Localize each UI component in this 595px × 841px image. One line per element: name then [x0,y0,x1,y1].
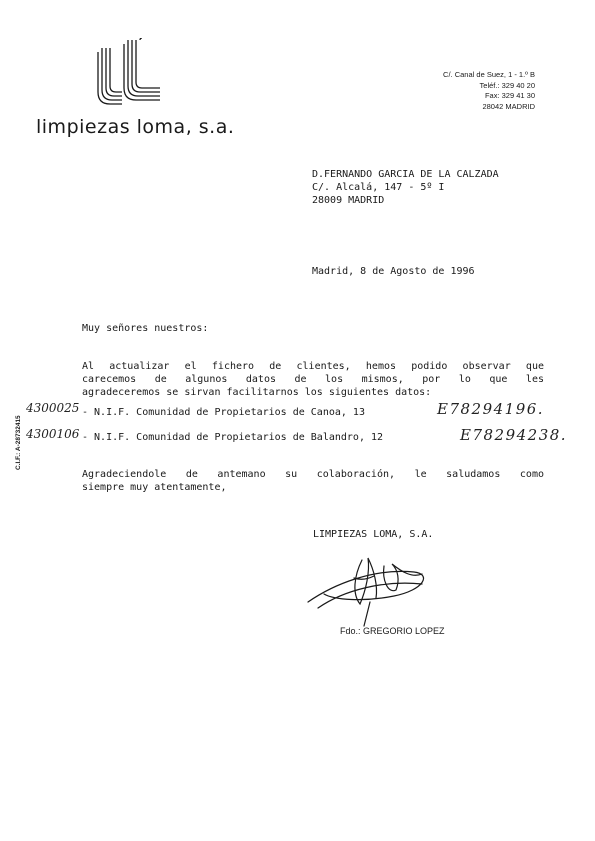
body-line: Al actualizar el fichero de clientes, hemos podido observar que [82,361,544,372]
addressee-street: C/. Alcalá, 147 - 5º I [312,182,445,193]
addressee-name: D.FERNANDO GARCIA DE LA CALZADA [312,169,499,180]
cif-margin-stamp: C.I.F.: A-28732415 [15,415,22,470]
body-paragraph [82,360,544,399]
closing-line: siempre muy atentamente, [82,482,227,493]
handwritten-code: 4300106 [26,427,80,441]
letter-date: Madrid, 8 de Agosto de 1996 [312,266,475,277]
list-item: - N.I.F. Comunidad de Propietarios de Balandro, 12 [82,432,384,443]
sender-city: 28042 MADRID [482,101,535,111]
sender-fax: Fax: 329 41 30 [484,91,535,100]
addressee-city: 28009 MADRID [312,195,385,206]
body-line: agradeceremos se sirvan facilitarnos los siguientes datos: [82,387,432,398]
body-line: carecemos de algunos datos de los mismos, por lo que les [82,374,544,385]
signed-by: Fdo.: GREGORIO LOPEZ [340,626,445,636]
sender-address-line: C/. Canal de Suez, 1 - 1.º B [443,70,535,79]
closing-line: Agradeciendole de antemano su colaboración, le saludamos como [82,469,544,480]
salutation: Muy señores nuestros: [82,323,209,334]
handwritten-code: 4300025 [26,401,80,415]
handwritten-nif: E78294196. [437,400,545,418]
signature-company: LIMPIEZAS LOMA, S.A. [313,529,434,540]
handwritten-signature [304,550,434,628]
company-name: limpiezas loma, s.a. [36,116,235,138]
handwritten-nif: E78294238. [460,426,568,444]
sender-address [400,70,535,112]
sender-phone: Teléf.: 329 40 20 [479,80,535,90]
addressee-block [312,168,499,207]
list-item: - N.I.F. Comunidad de Propietarios de Canoa, 13 [82,407,365,418]
closing-paragraph [82,468,544,494]
company-logo [88,38,168,106]
